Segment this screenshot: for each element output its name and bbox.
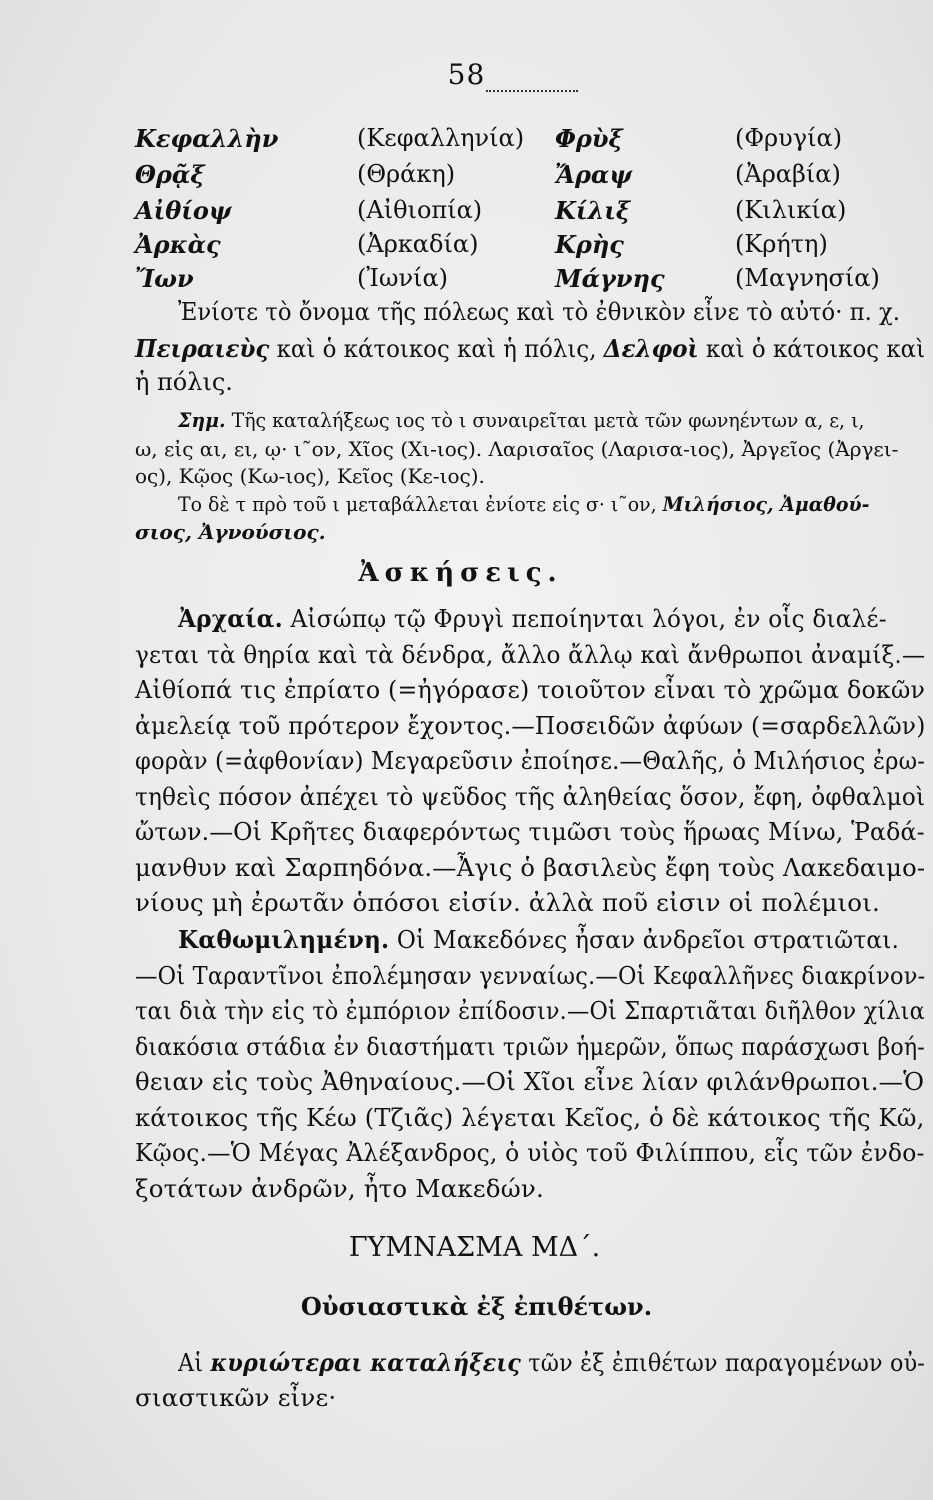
- region-name: (Θράκη): [357, 160, 456, 188]
- page-number: 58: [447, 58, 486, 91]
- emphasis: Πειραιεὺς: [135, 334, 270, 363]
- modern-line: θειαν εἰς τοὺς Ἀθηναίους.—Οἱ Χῖοι εἶνε λίαν φιλάνθρωποι.—Ὁ: [135, 1067, 925, 1096]
- note-line: [178, 492, 925, 516]
- ancient-line: ὤτων.—Οἱ Κρῆτες διαφερόντως τιμῶσι τοὺς ἥρωας Μίνω, Ῥαδά-: [135, 817, 925, 846]
- ethnic-name: Κεφαλλὴν: [135, 124, 279, 153]
- exercise-title: ΓΥΜΝΑΣΜΑ ΜΔ΄.: [348, 1232, 601, 1263]
- ethnic-name: Ἄραψ: [555, 160, 632, 189]
- region-name: (Ἰωνία): [357, 264, 449, 292]
- note-line: ος), Κῷος (Κω-ιος), Κεῖος (Κε-ιος).: [135, 464, 485, 488]
- note-text: Το δὲ τ πρὸ τοῦ ι μεταβάλλεται ἐνίοτε εἰς σ· ι῀ον,: [178, 492, 663, 516]
- modern-line: διακόσια στάδια ἐν διαστήματι τριῶν ἡμερῶν, ὅπως παράσχωσι βοή-: [135, 1032, 925, 1061]
- exercise-subtitle: Οὐσιαστικὰ ἐξ ἐπιθέτων.: [300, 1292, 653, 1321]
- ethnic-name: Κρὴς: [555, 230, 624, 259]
- emphasis: κυριώτεραι καταλήξεις: [210, 1348, 522, 1377]
- modern-line: ται διὰ τὴν εἰς τὸ ἐμπόριον ἐπίδοσιν.—Οἱ Σπαρτιᾶται διῆλθον χίλια: [135, 996, 925, 1025]
- region-name: (Ἀραβία): [735, 160, 841, 188]
- ancient-line: μανθυν καὶ Σαρπηδόνα.—Ἆγις ὁ βασιλεὺς ἔφη τοὺς Λακεδαιμο-: [135, 853, 926, 882]
- ancient-line: ἀμελείᾳ τοῦ πρότερον ἔχοντος.—Ποσειδῶν ἀφύων (=σαρδελλῶν): [135, 711, 926, 740]
- modern-line: ξοτάτων ἀνδρῶν, ἦτο Μακεδών.: [135, 1174, 545, 1203]
- modern-line: Κῷος.—Ὁ Μέγας Ἀλέξανδρος, ὁ υἱὸς τοῦ Φιλίππου, εἷς τῶν ἐνδο-: [135, 1138, 925, 1167]
- ethnic-name: Ἴων: [135, 264, 194, 293]
- exercises-heading: Ἀσκήσεις.: [358, 558, 563, 588]
- ethnic-name: Θρᾷξ: [135, 160, 205, 189]
- section-label: Ἀρχαία.: [178, 604, 283, 633]
- note-text: Τῆς καταλήξεως ιος τὸ ι συναιρεῖται μετὰ τῶν φωνηέντων α, ε, ι,: [225, 408, 865, 432]
- modern-line: —Οἱ Ταραντῖνοι ἐπολέμησαν γενναίως.—Οἱ Κεφαλλῆνες διακρίνον-: [135, 961, 926, 990]
- region-name: (Φρυγία): [735, 124, 843, 152]
- ancient-text: Αἰσώπῳ τῷ Φρυγὶ πεποίηνται λόγοι, ἐν οἷς διαλέ-: [282, 604, 887, 633]
- ethnic-name: Ἀρκὰς: [135, 230, 221, 259]
- final-text: τῶν ἐξ ἐπιθέτων παραγομένων οὐ-: [521, 1348, 926, 1377]
- note-line: [178, 408, 925, 432]
- modern-line: κάτοικος τῆς Κέω (Τζιᾶς) λέγεται Κεῖος, ὁ δὲ κάτοικος τῆς Κῶ,: [135, 1103, 925, 1132]
- ancient-line: νίους μὴ ἐρωτᾶν ὁπόσοι εἰσίν. ἀλλὰ ποῦ εἰσιν οἱ πολέμιοι.: [135, 888, 880, 917]
- table-row: [135, 196, 875, 230]
- note-label: Σημ.: [178, 408, 226, 432]
- ancient-line: [178, 604, 925, 633]
- ancient-line: τηθεὶς πόσον ἀπέχει τὸ ψεῦδος τῆς ἀληθείας ὅσον, ἔφη, ὀφθαλμοὶ: [135, 782, 926, 811]
- region-name: (Κρήτη): [735, 230, 828, 258]
- region-name: (Αἰθιοπία): [357, 196, 483, 224]
- emphasis: σιος, Ἀγνούσιος.: [135, 520, 326, 544]
- note-line: [135, 520, 925, 544]
- modern-text: Οἱ Μακεδόνες ἦσαν ἀνδρεῖοι στρατιῶται.: [389, 925, 900, 954]
- intro-line: [135, 334, 926, 363]
- intro-text: καὶ ὁ κάτοικος καὶ ἡ πόλις,: [269, 335, 604, 363]
- final-line: σιαστικῶν εἶνε·: [135, 1383, 337, 1412]
- ancient-line: Αἰθίοπά τις ἐπρίατο (=ἠγόρασε) τοιοῦτον εἶναι τὸ χρῶμα δοκῶν: [135, 675, 926, 704]
- region-name: (Κεφαλληνία): [357, 124, 525, 152]
- intro-text: καὶ ὁ κάτοικος καὶ: [698, 335, 926, 363]
- emphasis: Μιλήσιος, Ἀμαθού-: [662, 492, 870, 516]
- ancient-line: γεται τὰ θηρία καὶ τὰ δένδρα, ἄλλο ἄλλῳ καὶ ἄνθρωποι ἀναμίξ.—: [135, 640, 926, 669]
- table-row: [135, 160, 875, 194]
- ancient-line: φορὰν (=ἀφθονίαν) Μεγαρεῦσιν ἐποίησε.—Θαλῆς, ὁ Μιλήσιος ἐρω-: [135, 746, 926, 775]
- modern-line: [178, 925, 925, 954]
- table-row: [135, 230, 875, 264]
- note-line: ω, εἰς αι, ει, ῳ· ι῀ον, Χῖος (Χι-ιος). Λαρισαῖος (Λαρισα-ιος), Ἀργεῖος (Ἀργει-: [135, 437, 899, 461]
- table-row: [135, 264, 880, 298]
- ethnic-name: Φρὺξ: [555, 124, 623, 153]
- final-line: [178, 1348, 926, 1377]
- ethnic-name: Κίλιξ: [555, 196, 631, 225]
- ethnic-name: Μάγνης: [555, 264, 665, 293]
- final-text: Αἱ: [178, 1348, 211, 1377]
- intro-line: Ἐνίοτε τὸ ὄνομα τῆς πόλεως καὶ τὸ ἐθνικὸν εἶνε τὸ αὐτό· π. χ.: [178, 298, 901, 326]
- region-name: (Κιλικία): [735, 196, 847, 224]
- intro-line: ἡ πόλις.: [135, 368, 233, 396]
- emphasis: Δελφοὶ: [603, 334, 699, 363]
- region-name: (Μαγνησία): [735, 264, 880, 292]
- page-number-underline: [486, 90, 578, 94]
- ethnic-name: Αἰθίοψ: [135, 196, 232, 225]
- region-name: (Ἀρκαδία): [357, 230, 479, 258]
- table-row: [135, 124, 875, 158]
- section-label: Καθωμιλημένη.: [178, 925, 390, 954]
